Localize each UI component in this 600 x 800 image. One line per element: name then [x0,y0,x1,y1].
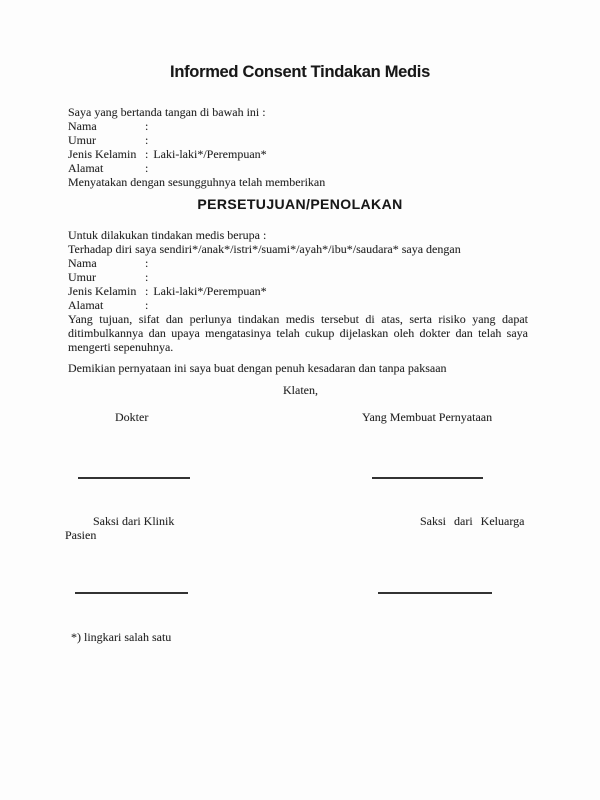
clinic-witness-label: Saksi dari Klinik [93,514,175,528]
field-value: Laki-laki*/Perempuan* [153,147,267,161]
field-label: Jenis Kelamin [68,147,137,161]
field-colon: : [145,147,149,161]
field-colon: : [145,270,149,284]
consent-section [68,228,528,354]
field-label: Alamat [68,298,104,312]
doctor-signature-label: Dokter [115,410,149,424]
field-row-nama [68,119,528,133]
clinic-witness-label-wrap: Pasien [65,528,97,542]
field-row-alamat [68,161,528,175]
place-date-line: Klaten, [283,383,318,397]
footnote: *) lingkari salah satu [71,630,172,644]
field-colon: : [145,119,149,133]
field-row-umur [68,270,528,284]
declarant-signature-label: Yang Membuat Pernyataan [362,410,493,424]
doctor-signature-line [78,477,190,479]
field-label: Alamat [68,161,104,175]
field-colon: : [145,298,149,312]
field-label: Umur [68,270,96,284]
clinic-witness-signature-line [75,592,188,594]
field-colon: : [145,256,149,270]
intro-section [68,105,528,189]
page-title: Informed Consent Tindakan Medis [170,63,430,81]
field-label: Jenis Kelamin [68,284,137,298]
field-colon: : [145,133,149,147]
intro-closing: Menyatakan dengan sesungguhnya telah memberikan [68,175,326,189]
family-witness-label: Saksi dari Keluarga [420,514,525,528]
family-witness-signature-line [378,592,492,594]
explanation-line: mengerti sepenuhnya. [68,340,174,354]
explanation-line: Yang tujuan, sifat dan perlunya tindakan medis tersebut di atas, serta risiko yang dapat [68,312,528,326]
section-heading: PERSETUJUAN/PENOLAKAN [197,196,403,212]
field-label: Umur [68,133,96,147]
field-row-jenis-kelamin [68,284,528,298]
field-value: Laki-laki*/Perempuan* [153,284,267,298]
consent-subject-line: Terhadap diri saya sendiri*/anak*/istri*/suami*/ayah*/ibu*/saudara* saya dengan [68,242,461,256]
field-row-umur [68,133,528,147]
field-label: Nama [68,119,97,133]
field-row-jenis-kelamin [68,147,528,161]
field-row-alamat [68,298,528,312]
field-label: Nama [68,256,97,270]
field-row-nama [68,256,528,270]
consent-purpose-line: Untuk dilakukan tindakan medis berupa : [68,228,267,242]
declaration-line: Demikian pernyataan ini saya buat dengan penuh kesadaran dan tanpa paksaan [68,361,447,375]
intro-opening: Saya yang bertanda tangan di bawah ini : [68,105,266,119]
declarant-signature-line [372,477,483,479]
field-colon: : [145,161,149,175]
field-colon: : [145,284,149,298]
explanation-line: ditimbulkannya dan upaya mengatasinya telah cukup dijelaskan oleh dokter dan telah saya [68,326,528,340]
